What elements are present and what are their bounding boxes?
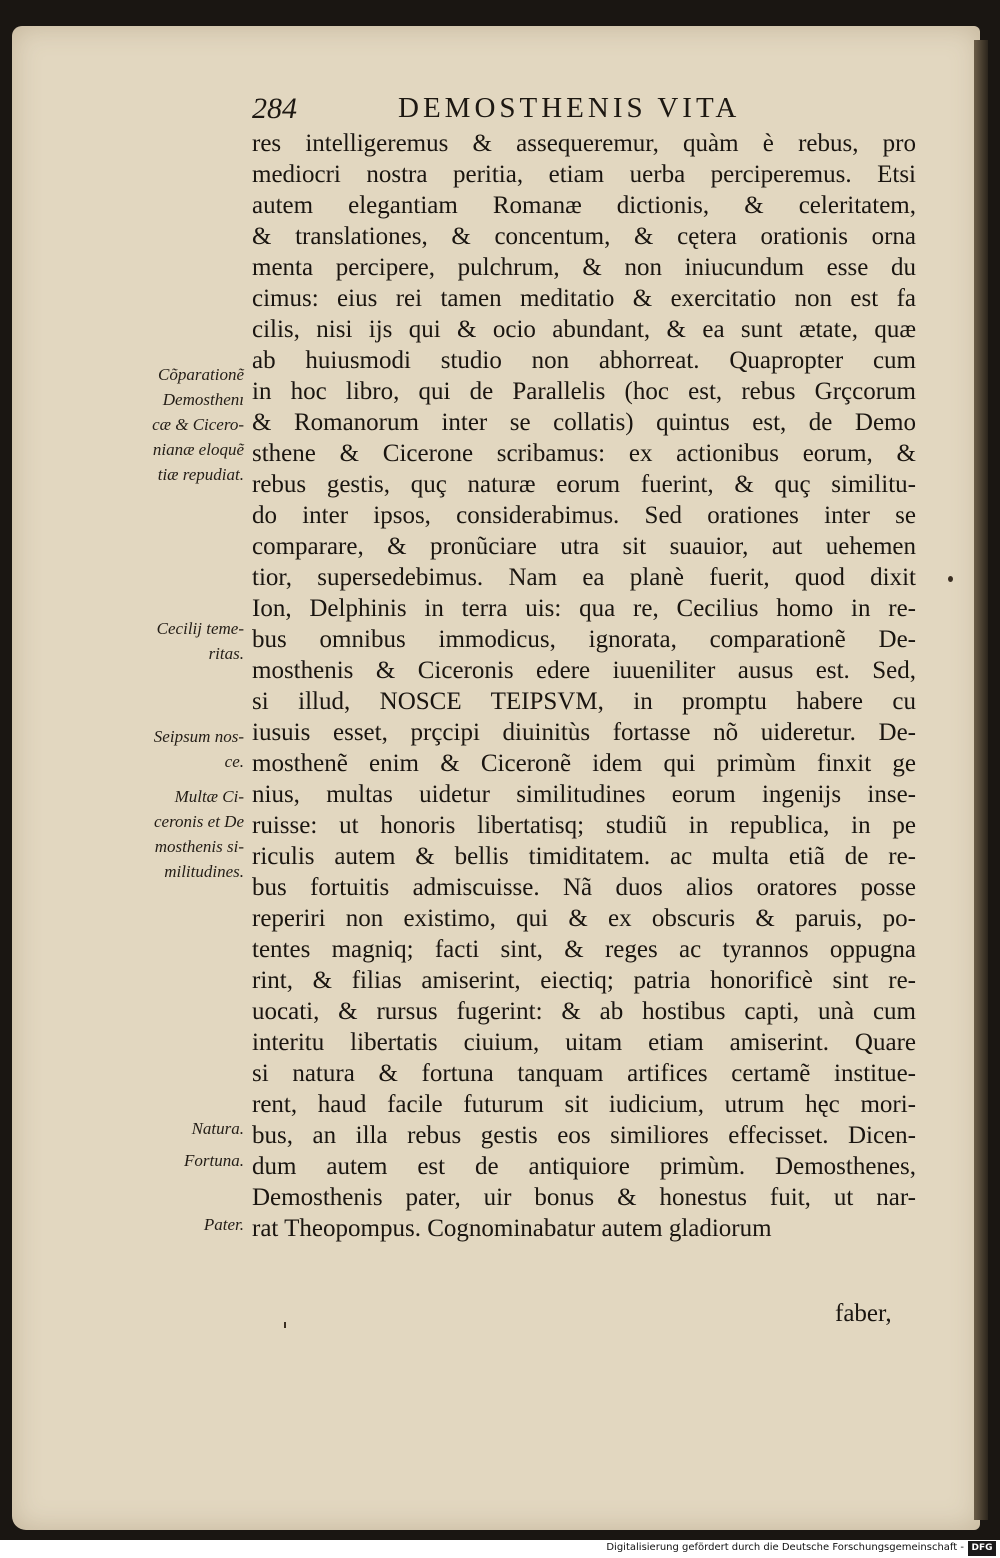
text-line: tior, supersedebimus. Nam ea planè fuerit, quod dixit — [252, 564, 916, 591]
margin-note — [98, 784, 244, 884]
margin-note-line: ritas. — [208, 644, 244, 663]
text-line: autem elegantiam Romanæ dictionis, & celeritatem, — [252, 192, 916, 219]
text-line: uocati, & rursus fugerint: & ab hostibus capti, unà cum — [252, 998, 916, 1025]
text-line: sthene & Cicerone scribamus: ex actionibus eorum, & — [252, 440, 916, 467]
text-line: cimus: eius rei tamen meditatio & exercitatio non est fa — [252, 285, 916, 312]
text-line: si illud, NOSCE TEIPSVM, in promptu habere cu — [252, 688, 916, 715]
margin-notes — [98, 0, 244, 1400]
margin-note-line: ce. — [224, 752, 244, 771]
margin-note — [98, 1116, 244, 1141]
text-line: interitu libertatis ciuium, uitam etiam amiserint. Quare — [252, 1029, 916, 1056]
margin-note-line: Natura. — [191, 1119, 244, 1138]
margin-note-line: Demosthenı — [162, 390, 244, 409]
margin-note-line: Fortuna. — [184, 1151, 244, 1170]
text-line: tentes magniq; facti sint, & reges ac tyrannos oppugna — [252, 936, 916, 963]
text-line: rat Theopompus. Cognominabatur autem gladiorum — [252, 1215, 772, 1242]
body-text — [252, 128, 916, 1244]
text-line: rent, haud facile futurum sit iudicium, utrum hęc mori- — [252, 1091, 916, 1118]
text-line: ruisse: ut honoris libertatisq; studiũ in republica, in pe — [252, 812, 916, 839]
text-line: Ion, Delphinis in terra uis: qua re, Cecilius homo in re- — [252, 595, 916, 622]
margin-note-line: cæ & Cicero- — [152, 415, 244, 434]
margin-note-line: militudines. — [164, 862, 244, 881]
margin-note-line: Multæ Ci- — [174, 787, 244, 806]
text-line: Demosthenis pater, uir bonus & honestus fuit, ut nar- — [252, 1184, 916, 1211]
text-line: rint, & filias amiserint, eiectiq; patria honorificè sint re- — [252, 967, 916, 994]
margin-note-line: Seipsum nos- — [153, 727, 244, 746]
text-line: reperiri non existimo, qui & ex obscuris & paruis, po- — [252, 905, 916, 932]
text-line: bus, an illa rebus gestis eos similiores effecisset. Dicen- — [252, 1122, 916, 1149]
digitization-credit: Digitalisierung gefördert durch die Deutsche Forschungsgemeinschaft - — [606, 1542, 964, 1553]
text-line: & translationes, & concentum, & cętera orationis orna — [252, 223, 916, 250]
text-line: dum autem est de antiquiore primùm. Demosthenes, — [252, 1153, 916, 1180]
text-line: bus fortuitis admiscuisse. Nã duos alios oratores posse — [252, 874, 916, 901]
page-number: 284 — [252, 92, 297, 125]
margin-note — [98, 362, 244, 487]
margin-note-line: nianæ eloquẽ — [152, 440, 244, 459]
margin-note-line: mosthenis si- — [154, 837, 244, 856]
text-line: mosthenis & Ciceronis edere iuueniliter ausus est. Sed, — [252, 657, 916, 684]
text-line: comparare, & pronũciare utra sit suauior, aut uehemen — [252, 533, 916, 560]
running-title: DEMOSTHENIS VITA — [398, 92, 741, 124]
text-line: do inter ipsos, considerabimus. Sed orationes inter se — [252, 502, 916, 529]
margin-note-line: Cecilij teme- — [156, 619, 244, 638]
text-line: cilis, nisi ijs qui & ocio abundant, & ea sunt ætate, quæ — [252, 316, 916, 343]
text-line: iusuis esset, prçcipi diuinitùs fortasse nõ uideretur. De- — [252, 719, 916, 746]
dfg-logo: DFG — [968, 1541, 996, 1556]
text-line: mosthenẽ enim & Ciceronẽ idem qui primùm finxit ge — [252, 750, 916, 777]
margin-note-line: tiæ repudiat. — [157, 465, 244, 484]
ink-speck — [948, 576, 953, 582]
text-line: nius, multas uidetur similitudines eorum ingenijs inse- — [252, 781, 916, 808]
text-line: menta percipere, pulchrum, & non iniucundum esse du — [252, 254, 916, 281]
margin-note — [98, 1148, 244, 1173]
text-line: & Romanorum inter se collatis) quintus est, de Demo — [252, 409, 916, 436]
text-line: si natura & fortuna tanquam artifices certamẽ institue- — [252, 1060, 916, 1087]
text-line: in hoc libro, qui de Parallelis (hoc est, rebus Grçcorum — [252, 378, 916, 405]
margin-note-line: ceronis et De — [153, 812, 244, 831]
text-line: riculis autem & bellis timiditatem. ac multa etiã de re- — [252, 843, 916, 870]
page-edge — [974, 40, 988, 1520]
margin-note — [98, 616, 244, 666]
text-line: ab huiusmodi studio non abhorreat. Quapropter cum — [252, 347, 916, 374]
text-line: bus omnibus immodicus, ignorata, comparationẽ De- — [252, 626, 916, 653]
ink-mark — [284, 1322, 286, 1328]
margin-note — [98, 1212, 244, 1237]
catchword: faber, — [835, 1300, 892, 1327]
page-header — [252, 92, 822, 132]
text-line: res intelligeremus & assequeremur, quàm è rebus, pro — [252, 130, 916, 157]
margin-note-line: Pater. — [203, 1215, 244, 1234]
text-line: mediocri nostra peritia, etiam uerba perciperemus. Etsi — [252, 161, 916, 188]
text-line: rebus gestis, quç naturæ eorum fuerint, & quç similitu- — [252, 471, 916, 498]
margin-note — [98, 724, 244, 774]
margin-note-line: Cõparationẽ — [158, 365, 244, 384]
